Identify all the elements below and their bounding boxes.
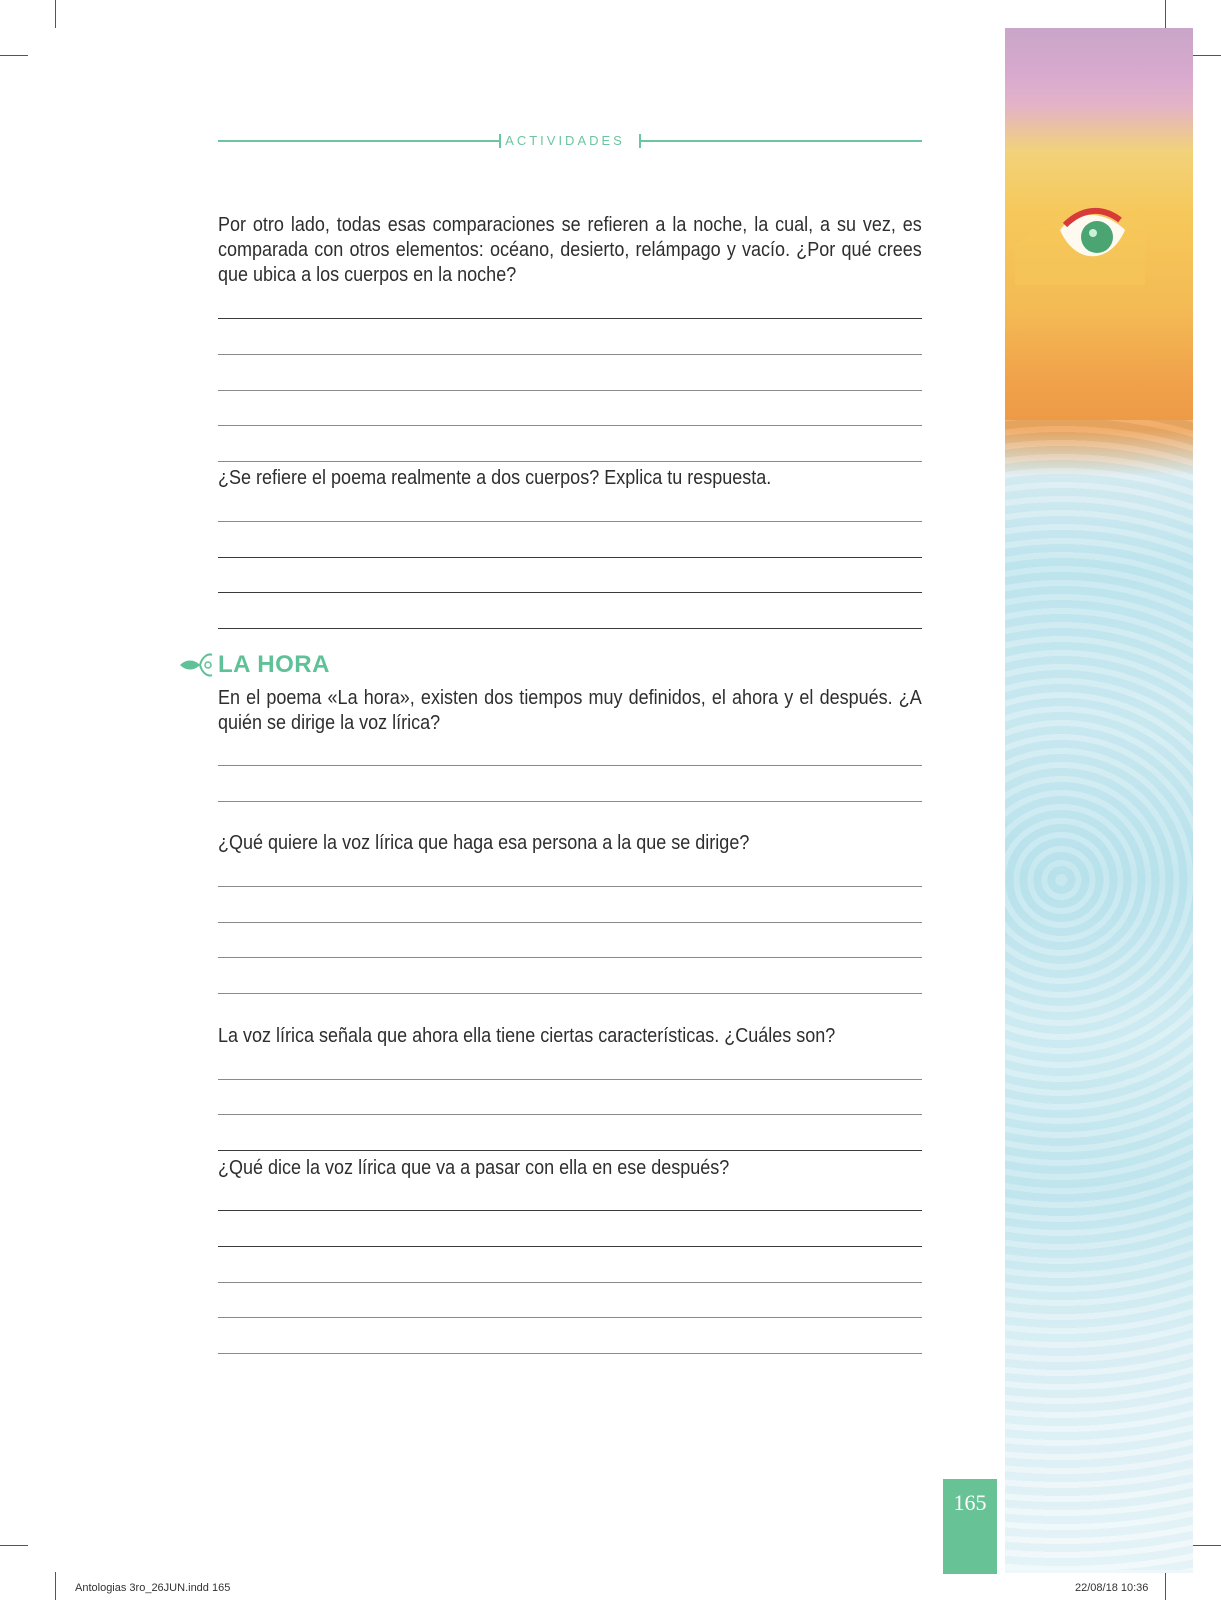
question-text: Por otro lado, todas esas comparaciones se refieren a la noche, la cual, a su vez, es comparada con otros elementos: océano, desierto, relámpago y vacío. ¿Por qué crees que ubica a los cuerpos en la noche?: [218, 214, 922, 286]
answer-line[interactable]: [218, 993, 922, 994]
answer-line[interactable]: [218, 886, 922, 887]
question-text: ¿Qué dice la voz lírica que va a pasar con ella en ese después?: [218, 1157, 730, 1179]
page-number: 165: [953, 1490, 987, 1515]
crop-mark: [1165, 0, 1166, 28]
decorative-water-texture: [1005, 420, 1193, 1570]
crop-mark: [0, 1545, 28, 1546]
answer-line[interactable]: [218, 521, 922, 522]
answer-line[interactable]: [218, 1353, 922, 1354]
section-header: ACTIVIDADES: [505, 133, 625, 148]
answer-line[interactable]: [218, 922, 922, 923]
answer-line[interactable]: [218, 557, 922, 558]
answer-line[interactable]: [218, 318, 922, 319]
answer-line[interactable]: [218, 1282, 922, 1283]
answer-line[interactable]: [218, 1246, 922, 1247]
crop-mark: [0, 55, 28, 56]
leaf-ornament-icon: [178, 649, 214, 681]
crop-mark: [1193, 1545, 1221, 1546]
question-text: ¿Qué quiere la voz lírica que haga esa persona a la que se dirige?: [218, 832, 750, 854]
crop-mark: [1193, 55, 1221, 56]
answer-line[interactable]: [218, 1079, 922, 1080]
crop-mark: [55, 0, 56, 28]
answer-line[interactable]: [218, 1317, 922, 1318]
answer-line[interactable]: [218, 957, 922, 958]
crop-mark: [55, 1572, 56, 1600]
footer-timestamp: 22/08/18 10:36: [1075, 1582, 1149, 1594]
question-text: ¿Se refiere el poema realmente a dos cuerpos? Explica tu respuesta.: [218, 467, 772, 489]
question-text: En el poema «La hora», existen dos tiempos muy definidos, el ahora y el después. ¿A quién se dirige la voz lírica?: [218, 687, 922, 734]
eye-illustration-icon: [1015, 205, 1145, 285]
answer-line[interactable]: [218, 425, 922, 426]
answer-line[interactable]: [218, 765, 922, 766]
header-rule-left: [218, 140, 500, 142]
answer-line[interactable]: [218, 628, 922, 629]
answer-line[interactable]: [218, 592, 922, 593]
section-title: LA HORA: [218, 651, 330, 678]
crop-mark: [1165, 1572, 1166, 1600]
answer-line[interactable]: [218, 801, 922, 802]
answer-line[interactable]: [218, 1150, 922, 1151]
footer-file-info: Antologias 3ro_26JUN.indd 165: [75, 1582, 231, 1594]
header-rule-right: [640, 140, 922, 142]
answer-line[interactable]: [218, 354, 922, 355]
answer-line[interactable]: [218, 1210, 922, 1211]
answer-line[interactable]: [218, 390, 922, 391]
answer-line[interactable]: [218, 461, 922, 462]
question-text: La voz lírica señala que ahora ella tiene ciertas características. ¿Cuáles son?: [218, 1025, 836, 1047]
answer-line[interactable]: [218, 1114, 922, 1115]
